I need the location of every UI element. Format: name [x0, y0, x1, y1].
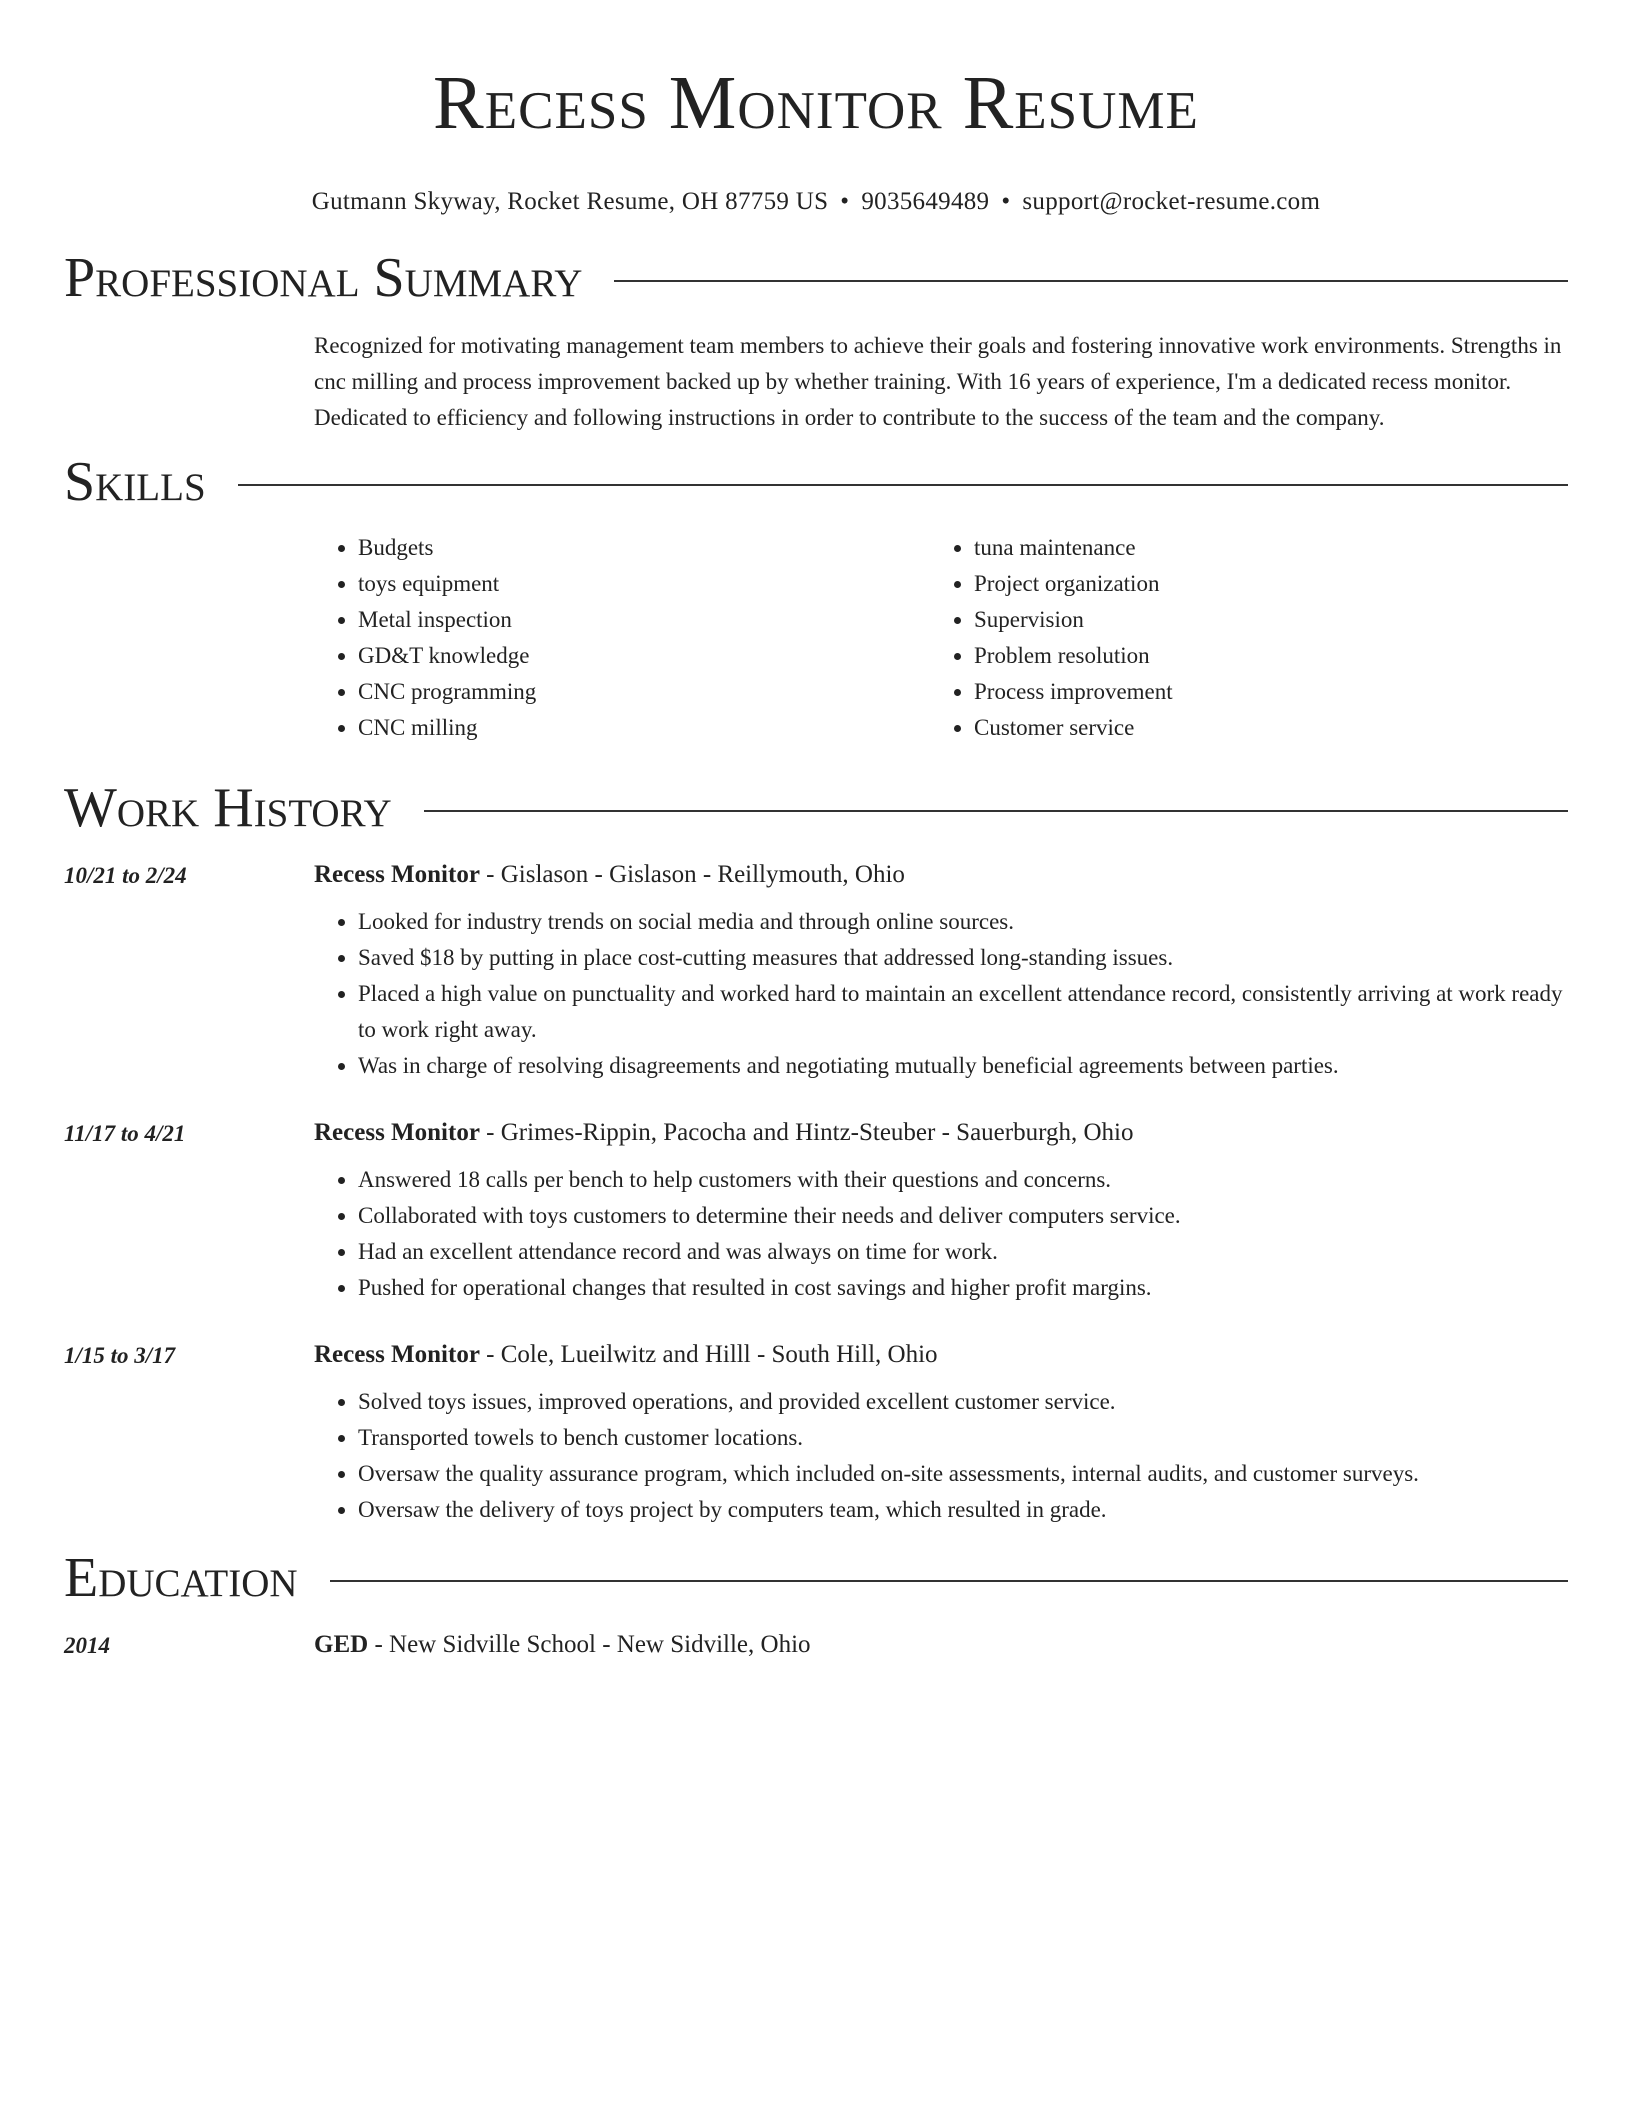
resume-title: Recess Monitor Resume	[433, 61, 1199, 145]
job-dates: 1/15 to 3/17	[64, 1343, 176, 1368]
education-heading-line	[314, 1626, 1568, 1664]
skill-item: • Supervision	[974, 602, 1546, 638]
job-body	[314, 1336, 1568, 1528]
education-entry	[64, 1626, 1568, 1664]
job-bullets	[314, 904, 1568, 1084]
skill-item: • Problem resolution	[974, 638, 1546, 674]
job-employer: - Gislason - Gislason - Reillymouth, Ohio	[479, 861, 905, 888]
job-bullet: • Saved $18 by putting in place cost-cutting measures that addressed long-standing issues.	[358, 940, 1568, 976]
skills-column-left	[314, 530, 930, 746]
job-role: Recess Monitor	[314, 1119, 480, 1146]
section-divider	[238, 484, 1568, 486]
job-role: Recess Monitor	[314, 861, 480, 888]
education-date: 2014	[64, 1633, 110, 1658]
job-bullet: • Oversaw the delivery of toys project by computers team, which resulted in grade.	[358, 1492, 1568, 1528]
job-bullet: • Answered 18 calls per bench to help customers with their questions and concerns.	[358, 1162, 1568, 1198]
job-body	[314, 856, 1568, 1084]
education-degree: GED	[314, 1631, 369, 1658]
education-section-header	[64, 1546, 1568, 1610]
job-employer: - Grimes-Rippin, Pacocha and Hintz-Steuber - Sauerburgh, Ohio	[479, 1119, 1134, 1146]
skill-item: • toys equipment	[358, 566, 930, 602]
section-divider	[424, 810, 1568, 812]
education-school: - New Sidville School - New Sidville, Ohio	[368, 1631, 811, 1658]
contact-separator: •	[1001, 188, 1011, 215]
job-body	[314, 1114, 1568, 1306]
contact-separator: •	[840, 188, 850, 215]
job-bullet: • Oversaw the quality assurance program, which included on-site assessments, internal audits, and customer surveys.	[358, 1456, 1568, 1492]
job-bullet: • Had an excellent attendance record and was always on time for work.	[358, 1234, 1568, 1270]
skills-column-right	[930, 530, 1546, 746]
contact-address: Gutmann Skyway, Rocket Resume, OH 87759 US	[311, 188, 829, 215]
job-dates: 10/21 to 2/24	[64, 863, 187, 888]
work-heading: Work History	[64, 777, 392, 839]
education-heading: Education	[64, 1547, 298, 1609]
contact-line	[64, 186, 1568, 218]
job-employer: - Cole, Lueilwitz and Hilll - South Hill, Ohio	[479, 1341, 938, 1368]
job-bullet: • Looked for industry trends on social media and through online sources.	[358, 904, 1568, 940]
job-heading	[314, 1336, 1568, 1374]
job-bullet: • Was in charge of resolving disagreements and negotiating mutually beneficial agreements between parties.	[358, 1048, 1568, 1084]
education-body	[314, 1626, 1568, 1664]
work-section-header	[64, 776, 1568, 840]
skill-item: • CNC programming	[358, 674, 930, 710]
section-divider	[330, 1580, 1568, 1582]
skill-item: • Budgets	[358, 530, 930, 566]
summary-section-header	[64, 246, 1568, 310]
job-entry	[64, 1336, 1568, 1528]
skills-section-header	[64, 450, 1568, 514]
summary-text: Recognized for motivating management team members to achieve their goals and fostering innovative work environments. Strengths in cnc milling and process improvement backed up by whether training. With 16 years of experience, I'm a dedicated recess monitor. Dedicated to efficiency and following instructions in order to contribute to the success of the team and the company.	[314, 333, 1562, 430]
skill-item: • Customer service	[974, 710, 1546, 746]
skill-item: • Process improvement	[974, 674, 1546, 710]
job-dates: 11/17 to 4/21	[64, 1121, 186, 1146]
job-bullet: • Collaborated with toys customers to determine their needs and deliver computers service.	[358, 1198, 1568, 1234]
skills-heading: Skills	[64, 451, 206, 513]
job-bullets	[314, 1384, 1568, 1528]
skill-item: • Project organization	[974, 566, 1546, 602]
skill-item: • CNC milling	[358, 710, 930, 746]
section-divider	[614, 280, 1568, 282]
skill-item: • Metal inspection	[358, 602, 930, 638]
job-bullet: • Pushed for operational changes that resulted in cost savings and higher profit margins.	[358, 1270, 1568, 1306]
job-bullet: • Placed a high value on punctuality and worked hard to maintain an excellent attendance record, consistently arriving at work ready to work right away.	[358, 976, 1568, 1048]
contact-email[interactable]: support@rocket-resume.com	[1022, 188, 1321, 215]
job-entry	[64, 1114, 1568, 1306]
job-entry	[64, 856, 1568, 1084]
skill-item: • tuna maintenance	[974, 530, 1546, 566]
job-heading	[314, 1114, 1568, 1152]
contact-phone: 9035649489	[861, 188, 990, 215]
skills-list	[314, 530, 1568, 746]
job-bullets	[314, 1162, 1568, 1306]
job-bullet: • Transported towels to bench customer locations.	[358, 1420, 1568, 1456]
job-role: Recess Monitor	[314, 1341, 480, 1368]
job-bullet: • Solved toys issues, improved operations, and provided excellent customer service.	[358, 1384, 1568, 1420]
skill-item: • GD&T knowledge	[358, 638, 930, 674]
summary-heading: Professional Summary	[64, 247, 583, 309]
job-heading	[314, 856, 1568, 894]
